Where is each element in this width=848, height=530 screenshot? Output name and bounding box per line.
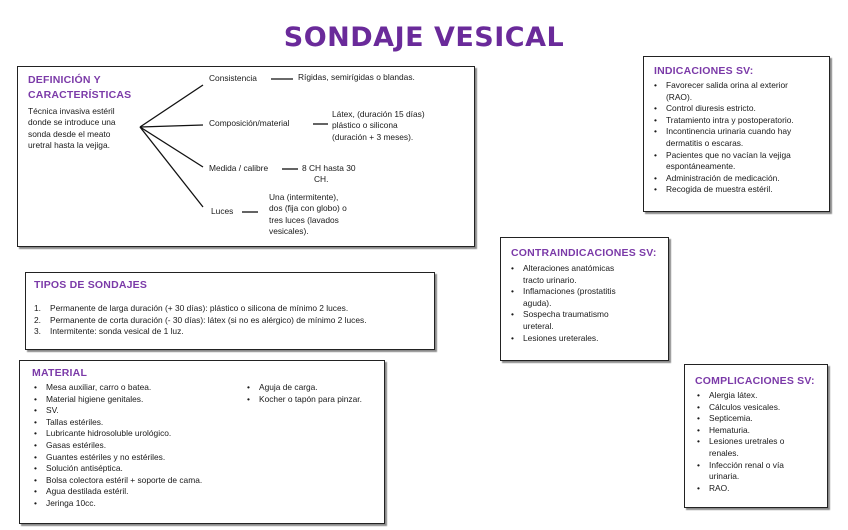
material-box xyxy=(19,360,385,524)
list-item: 3. Intermitente: sonda vesical de 1 luz. xyxy=(34,326,184,337)
list-item: • Gasas estériles. xyxy=(32,440,242,452)
definicion-text-line: uretral hasta la vejiga. xyxy=(28,139,110,150)
list-item: • SV. xyxy=(32,405,242,417)
list-item: • RAO. xyxy=(695,483,827,495)
list-item: • Alteraciones anatómicas tracto urinario. xyxy=(509,263,667,286)
branch-medida-label: Medida / calibre xyxy=(209,163,269,173)
list-item: • Material higiene genitales. xyxy=(32,394,242,406)
definicion-heading-line2: CARACTERÍSTICAS xyxy=(28,89,132,101)
indicaciones-heading: INDICACIONES SV: xyxy=(654,65,754,77)
definicion-text xyxy=(28,106,116,151)
branch-medida-value: 8 CH hasta 30 CH. xyxy=(302,163,356,185)
list-item: • Solución antiséptica. xyxy=(32,463,242,475)
list-item: • Aguja de carga. xyxy=(245,382,385,394)
branch-consistencia-value: Rígidas, semirígidas o blandas. xyxy=(298,72,415,82)
list-item: • Lesiones uretrales o renales. xyxy=(695,436,827,459)
branch-luces-value: Una (intermitente), dos (fija con globo) o tres luces (lavados vesicales). xyxy=(269,192,347,236)
definicion-text-line: sonda desde el meato xyxy=(28,128,111,139)
material-list-col2 xyxy=(245,382,385,405)
definicion-heading-line1: DEFINICIÓN Y xyxy=(28,74,101,86)
list-item: • Inflamaciones (prostatitis aguda). xyxy=(509,286,667,309)
list-item: • Control diuresis estricto. xyxy=(652,103,828,115)
list-item: • Lubricante hidrosoluble urológico. xyxy=(32,428,242,440)
contraindicaciones-box xyxy=(500,237,669,361)
branch-composicion-label: Composición/material xyxy=(209,118,290,128)
list-item: • Cálculos vesicales. xyxy=(695,402,827,414)
list-item: • Recogida de muestra estéril. xyxy=(652,184,828,196)
tipos-heading: TIPOS DE SONDAJES xyxy=(34,279,148,291)
definicion-text-line: donde se introduce una xyxy=(28,117,116,128)
list-item: • Bolsa colectora estéril + soporte de cama. xyxy=(32,475,242,487)
branch-consistencia-label: Consistencia xyxy=(209,73,257,83)
definicion-box xyxy=(17,66,475,247)
list-item: • Lesiones ureterales. xyxy=(509,333,667,345)
material-list-col1 xyxy=(32,382,242,510)
list-item: • Incontinencia urinaria cuando hay dermatitis o escaras. xyxy=(652,126,828,149)
indicaciones-list xyxy=(652,80,828,196)
branch-luces-label: Luces xyxy=(211,206,234,216)
complicaciones-box xyxy=(684,364,828,508)
list-item: • Alergia látex. xyxy=(695,390,827,402)
list-item: • Agua destilada estéril. xyxy=(32,486,242,498)
complicaciones-list xyxy=(695,390,827,494)
tipos-list xyxy=(34,303,432,338)
list-item: • Tallas estériles. xyxy=(32,417,242,429)
list-item: • Infección renal o vía urinaria. xyxy=(695,460,827,483)
list-item: 2. Permanente de corta duración (- 30 días): látex (si no es alérgico) de mínimo 2 luces. xyxy=(34,314,367,325)
list-item: • Guantes estériles y no estériles. xyxy=(32,452,242,464)
list-item: • Tratamiento intra y postoperatorio. xyxy=(652,115,828,127)
indicaciones-box xyxy=(643,56,830,212)
list-item: • Kocher o tapón para pinzar. xyxy=(245,394,385,406)
page-title: SONDAJE VESICAL xyxy=(283,22,565,53)
contraindicaciones-list xyxy=(509,263,667,344)
list-item: • Septicemia. xyxy=(695,413,827,425)
material-heading: MATERIAL xyxy=(32,367,88,379)
list-item: • Pacientes que no vacían la vejiga espontáneamente. xyxy=(652,150,828,173)
list-item: • Hematuria. xyxy=(695,425,827,437)
list-item: • Favorecer salida orina al exterior (RAO). xyxy=(652,80,828,103)
list-item: • Administración de medicación. xyxy=(652,173,828,185)
branch-composicion-value: Látex, (duración 15 días) plástico o silicona (duración + 3 meses). xyxy=(332,109,425,142)
list-item: 1. Permanente de larga duración (+ 30 días): plástico o silicona de mínimo 2 luces. xyxy=(34,303,349,313)
definicion-text-line: Técnica invasiva estéril xyxy=(28,106,115,116)
tipos-box xyxy=(25,272,435,350)
list-item: • Mesa auxiliar, carro o batea. xyxy=(32,382,242,394)
list-item: • Jeringa 10cc. xyxy=(32,498,242,510)
contraindicaciones-heading: CONTRAINDICACIONES SV: xyxy=(511,247,657,259)
complicaciones-heading: COMPLICACIONES SV: xyxy=(695,375,815,387)
list-item: • Sospecha traumatismo ureteral. xyxy=(509,309,667,332)
